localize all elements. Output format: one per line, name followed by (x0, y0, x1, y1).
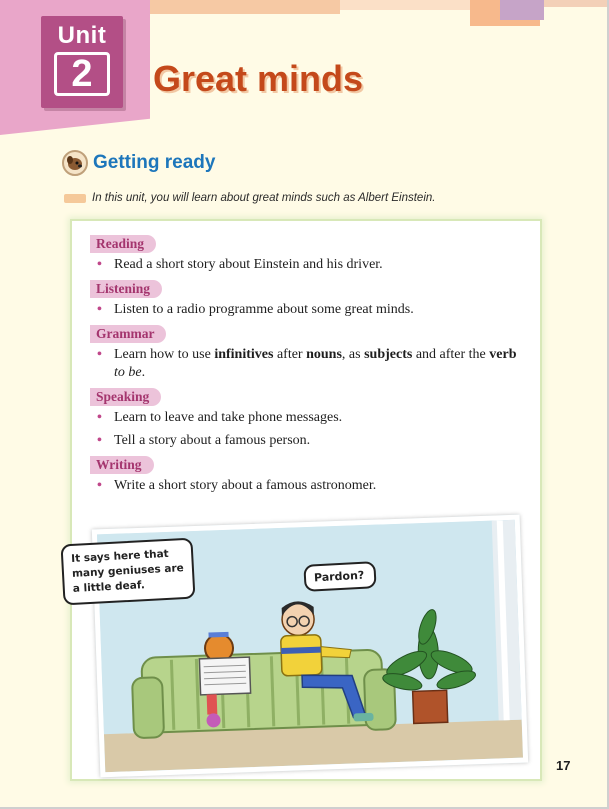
list-item: • Tell a story about a famous person. (97, 433, 311, 448)
list-item: • Write a short story about a famous astronomer. (97, 478, 377, 493)
list-item: • Read a short story about Einstein and his driver. (97, 257, 383, 272)
section-writing (90, 456, 520, 495)
unit-word: Unit (57, 22, 107, 49)
unit-overview-card (70, 219, 542, 781)
intro-text: In this unit, you will learn about great minds such as Albert Einstein. (92, 192, 436, 204)
section-label: Speaking (90, 388, 161, 406)
list-item: • Learn how to use infinitives after nouns, as subjects and after the verb to be. (97, 347, 517, 380)
unit-number: 2 (54, 52, 110, 96)
section-label: Writing (90, 456, 154, 474)
getting-ready-heading (62, 148, 215, 178)
speech-bubble-robot: It says here that many geniuses are a little deaf. (60, 538, 195, 606)
header-decor-strip (340, 0, 470, 10)
unit-intro (64, 192, 435, 204)
page-number: 17 (556, 758, 571, 773)
skills-list (90, 235, 520, 501)
page-title: Great minds (153, 58, 364, 99)
list-item: • Learn to leave and take phone messages. (97, 410, 343, 425)
section-reading (90, 235, 520, 274)
speech-bubble-boy: Pardon? (303, 561, 376, 592)
getting-ready-title: Getting ready (93, 152, 216, 173)
header-decor-strip (140, 0, 340, 14)
section-grammar (90, 325, 520, 382)
section-listening (90, 280, 520, 319)
section-label: Reading (90, 235, 156, 253)
list-item: • Listen to a radio programme about some great minds. (97, 302, 414, 317)
intro-tab-marker (64, 194, 86, 203)
header-decor-strip (500, 0, 544, 20)
section-speaking (90, 388, 520, 450)
section-label: Listening (90, 280, 162, 298)
section-label: Grammar (90, 325, 166, 343)
unit-badge (41, 16, 123, 108)
dog-mascot-icon (62, 150, 88, 176)
